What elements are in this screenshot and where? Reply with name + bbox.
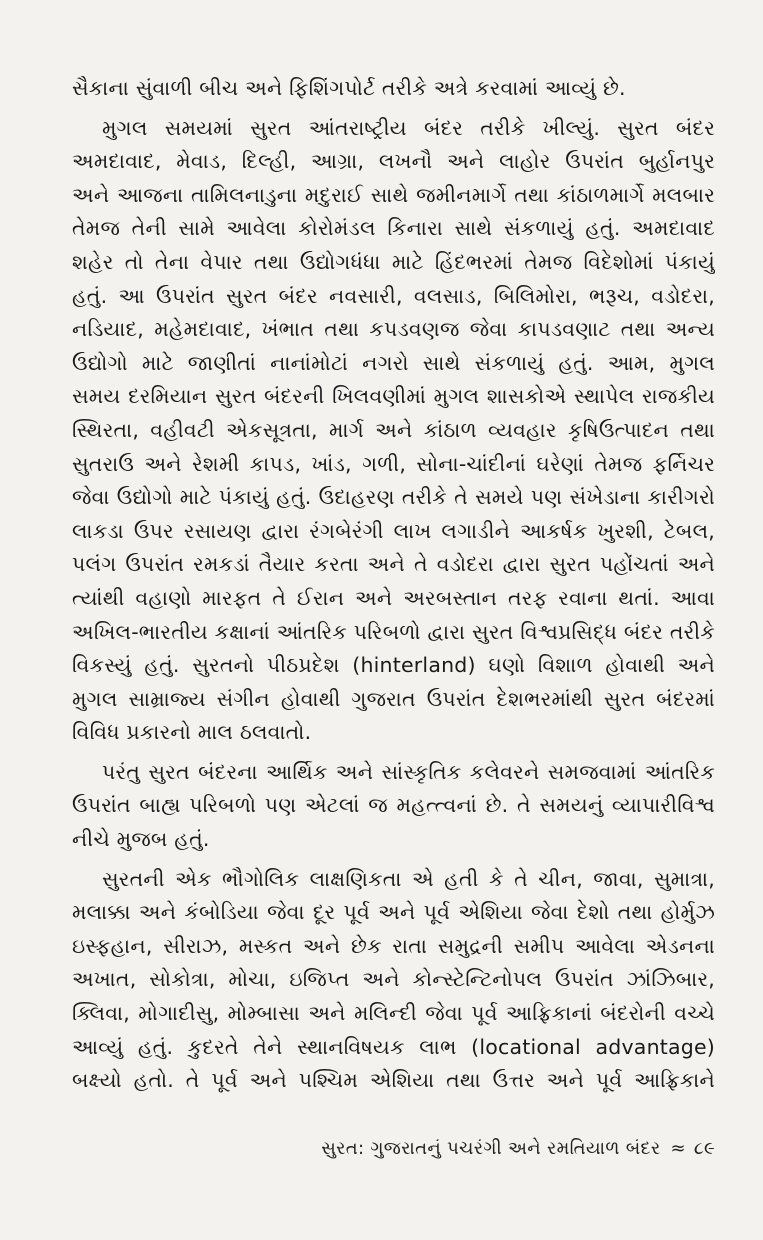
text-line: અમદાવાદ, મેવાડ, દિલ્હી, આગ્રા, લખનૌ અને લાહોર ઉપરાંત બુર્હાનપુર [72,149,715,174]
footer-separator: ≈ [670,1138,686,1159]
text-line: ક્લિવા, મોગાદીસુ, મોમ્બાસા અને મલિન્દી જેવા પૂર્વ આફ્રિકાનાં બંદરોની વચ્ચે [72,1001,715,1026]
body-text [72,72,715,1098]
text-line: મુગલ સમયમાં સુરત આંતરાષ્ટ્રીય બંદર તરીકે ખીલ્યું. સુરત બંદર [102,115,715,140]
text-line: ઉદ્યોગો માટે જાણીતાં નાનાંમોટાં નગરો સાથે સંકળાયું હતું. આમ, મુગલ [72,350,715,375]
text-line: અખિલ-ભારતીય કક્ષાનાં આંતરિક પરિબળો દ્વારા સુરત વિશ્વપ્રસિદ્ધ બંદર તરીકે [72,619,715,644]
text-line: સ્થિરતા, વહીવટી એકસૂત્રતા, માર્ગ અને કાંઠાળ વ્યવહાર કૃષિઉત્પાદન તથા [72,417,715,442]
text-line: હતું. આ ઉપરાંત સુરત બંદર નવસારી, વલસાડ, બિલિમોરા, ભરૂચ, વડોદરા, [72,283,715,308]
text-line: પલંગ ઉપરાંત રમકડાં તૈયાર કરતા અને તે વડોદરા દ્વારા સુરત પહોંચતાં અને [72,552,715,577]
paragraph-external-factors [72,756,715,857]
text-line: લાકડા ઉપર રસાયણ દ્વારા રંગબેરંગી લાખ લગાડીને આકર્ષક ખુરશી, ટેબલ, [72,518,715,543]
text-line: જેવા ઉદ્યોગો માટે પંકાયું હતું. ઉદાહરણ તરીકે તે સમયે પણ સંખેડાના કારીગરો [72,485,715,510]
text-line: નડિયાદ, મહેમદાવાદ, ખંભાત તથા કપડવણજ જેવા કાપડવણાટ તથા અન્ય [72,317,715,342]
text-line: અને આજના તામિલનાડુના મદુરાઈ સાથે જમીનમાર્ગે તથા કાંઠાળમાર્ગે મલબાર [72,182,715,207]
text-line: આવ્યું હતું. કુદરતે તેને સ્થાનવિષયક લાભ (locational advantage) [72,1034,715,1059]
text-line: પરંતુ સુરત બંદરના આર્થિક અને સાંસ્કૃતિક કલેવરને સમજવામાં આંતરિક [102,759,715,784]
text-line: સુરતની એક ભૌગોલિક લાક્ષણિકતા એ હતી કે તે ચીન, જાવા, સુમાત્રા, [102,866,715,891]
text-line: ઇસ્ફહાન, સીરાઝ, મસ્કત અને છેક રાતા સમુદ્રની સમીપ આવેલા એડનના [72,933,715,958]
text-line: તેમજ તેની સામે આવેલા કોરોમંડલ કિનારા સાથે સંકળાયું હતું. અમદાવાદ [72,216,715,241]
text-line: વિકસ્યું હતું. સુરતનો પીઠપ્રદેશ (hinterland) ઘણો વિશાળ હોવાથી અને [72,653,715,678]
text-line: મુગલ સામ્રાજ્ય સંગીન હોવાથી ગુજરાત ઉપરાંત દેશભરમાંથી સુરત બંદરમાં [72,686,715,711]
text-line: નીચે મુજબ હતું. [72,827,210,852]
text-line: ત્યાંથી વહાણો મારફત તે ઈરાન અને અરબસ્તાન તરફ રવાના થતાં. આવા [72,585,715,610]
page-number: ૮૯ [693,1138,715,1159]
text-line: અખાત, સોકોત્રા, મોચા, ઇજિપ્ત અને કોન્સ્ટેન્ટિનોપલ ઉપરાંત ઝાંઝિબાર, [72,967,715,992]
paragraph-geography [72,863,715,1098]
page-footer [0,1138,715,1159]
paragraph-mughal-period [72,112,715,750]
text-line: સુતરાઉ અને રેશમી કાપડ, ખાંડ, ગળી, સોના-ચાંદીનાં ઘરેણાં તેમજ ફર્નિચર [72,451,715,476]
text-line: સમય દરમિયાન સુરત બંદરની ખિલવણીમાં મુગલ શાસકોએ સ્થાપેલ રાજકીય [72,384,715,409]
text-line: શહેર તો તેના વેપાર તથા ઉદ્યોગધંધા માટે હિંદભરમાં તેમજ વિદેશોમાં પંકાયું [72,249,715,274]
text-line: બક્ષ્યો હતો. તે પૂર્વ અને પશ્ચિમ એશિયા તથા ઉત્તર અને પૂર્વ આફ્રિકાને [72,1068,715,1093]
text-line: મલાક્કા અને કંબોડિયા જેવા દૂર પૂર્વ અને પૂર્વ એશિયા જેવા દેશો તથા હોર્મુઝ [72,900,715,925]
paragraph-continuation [72,72,715,106]
text-line: સૈકાના સુંવાળી બીચ અને ફિશિંગપોર્ટ તરીકે અત્રે કરવામાં આવ્યું છે. [72,76,626,100]
text-line: ઉપરાંત બાહ્ય પરિબળો પણ એટલાં જ મહત્ત્વનાં છે. તે સમયનું વ્યાપારીવિશ્વ [72,793,715,818]
text-line: વિવિધ પ્રકારનો માલ ઠલવાતો. [72,720,312,745]
running-title: સુરત: ગુજરાતનું પચરંગી અને રમતિયાળ બંદર [321,1138,661,1159]
